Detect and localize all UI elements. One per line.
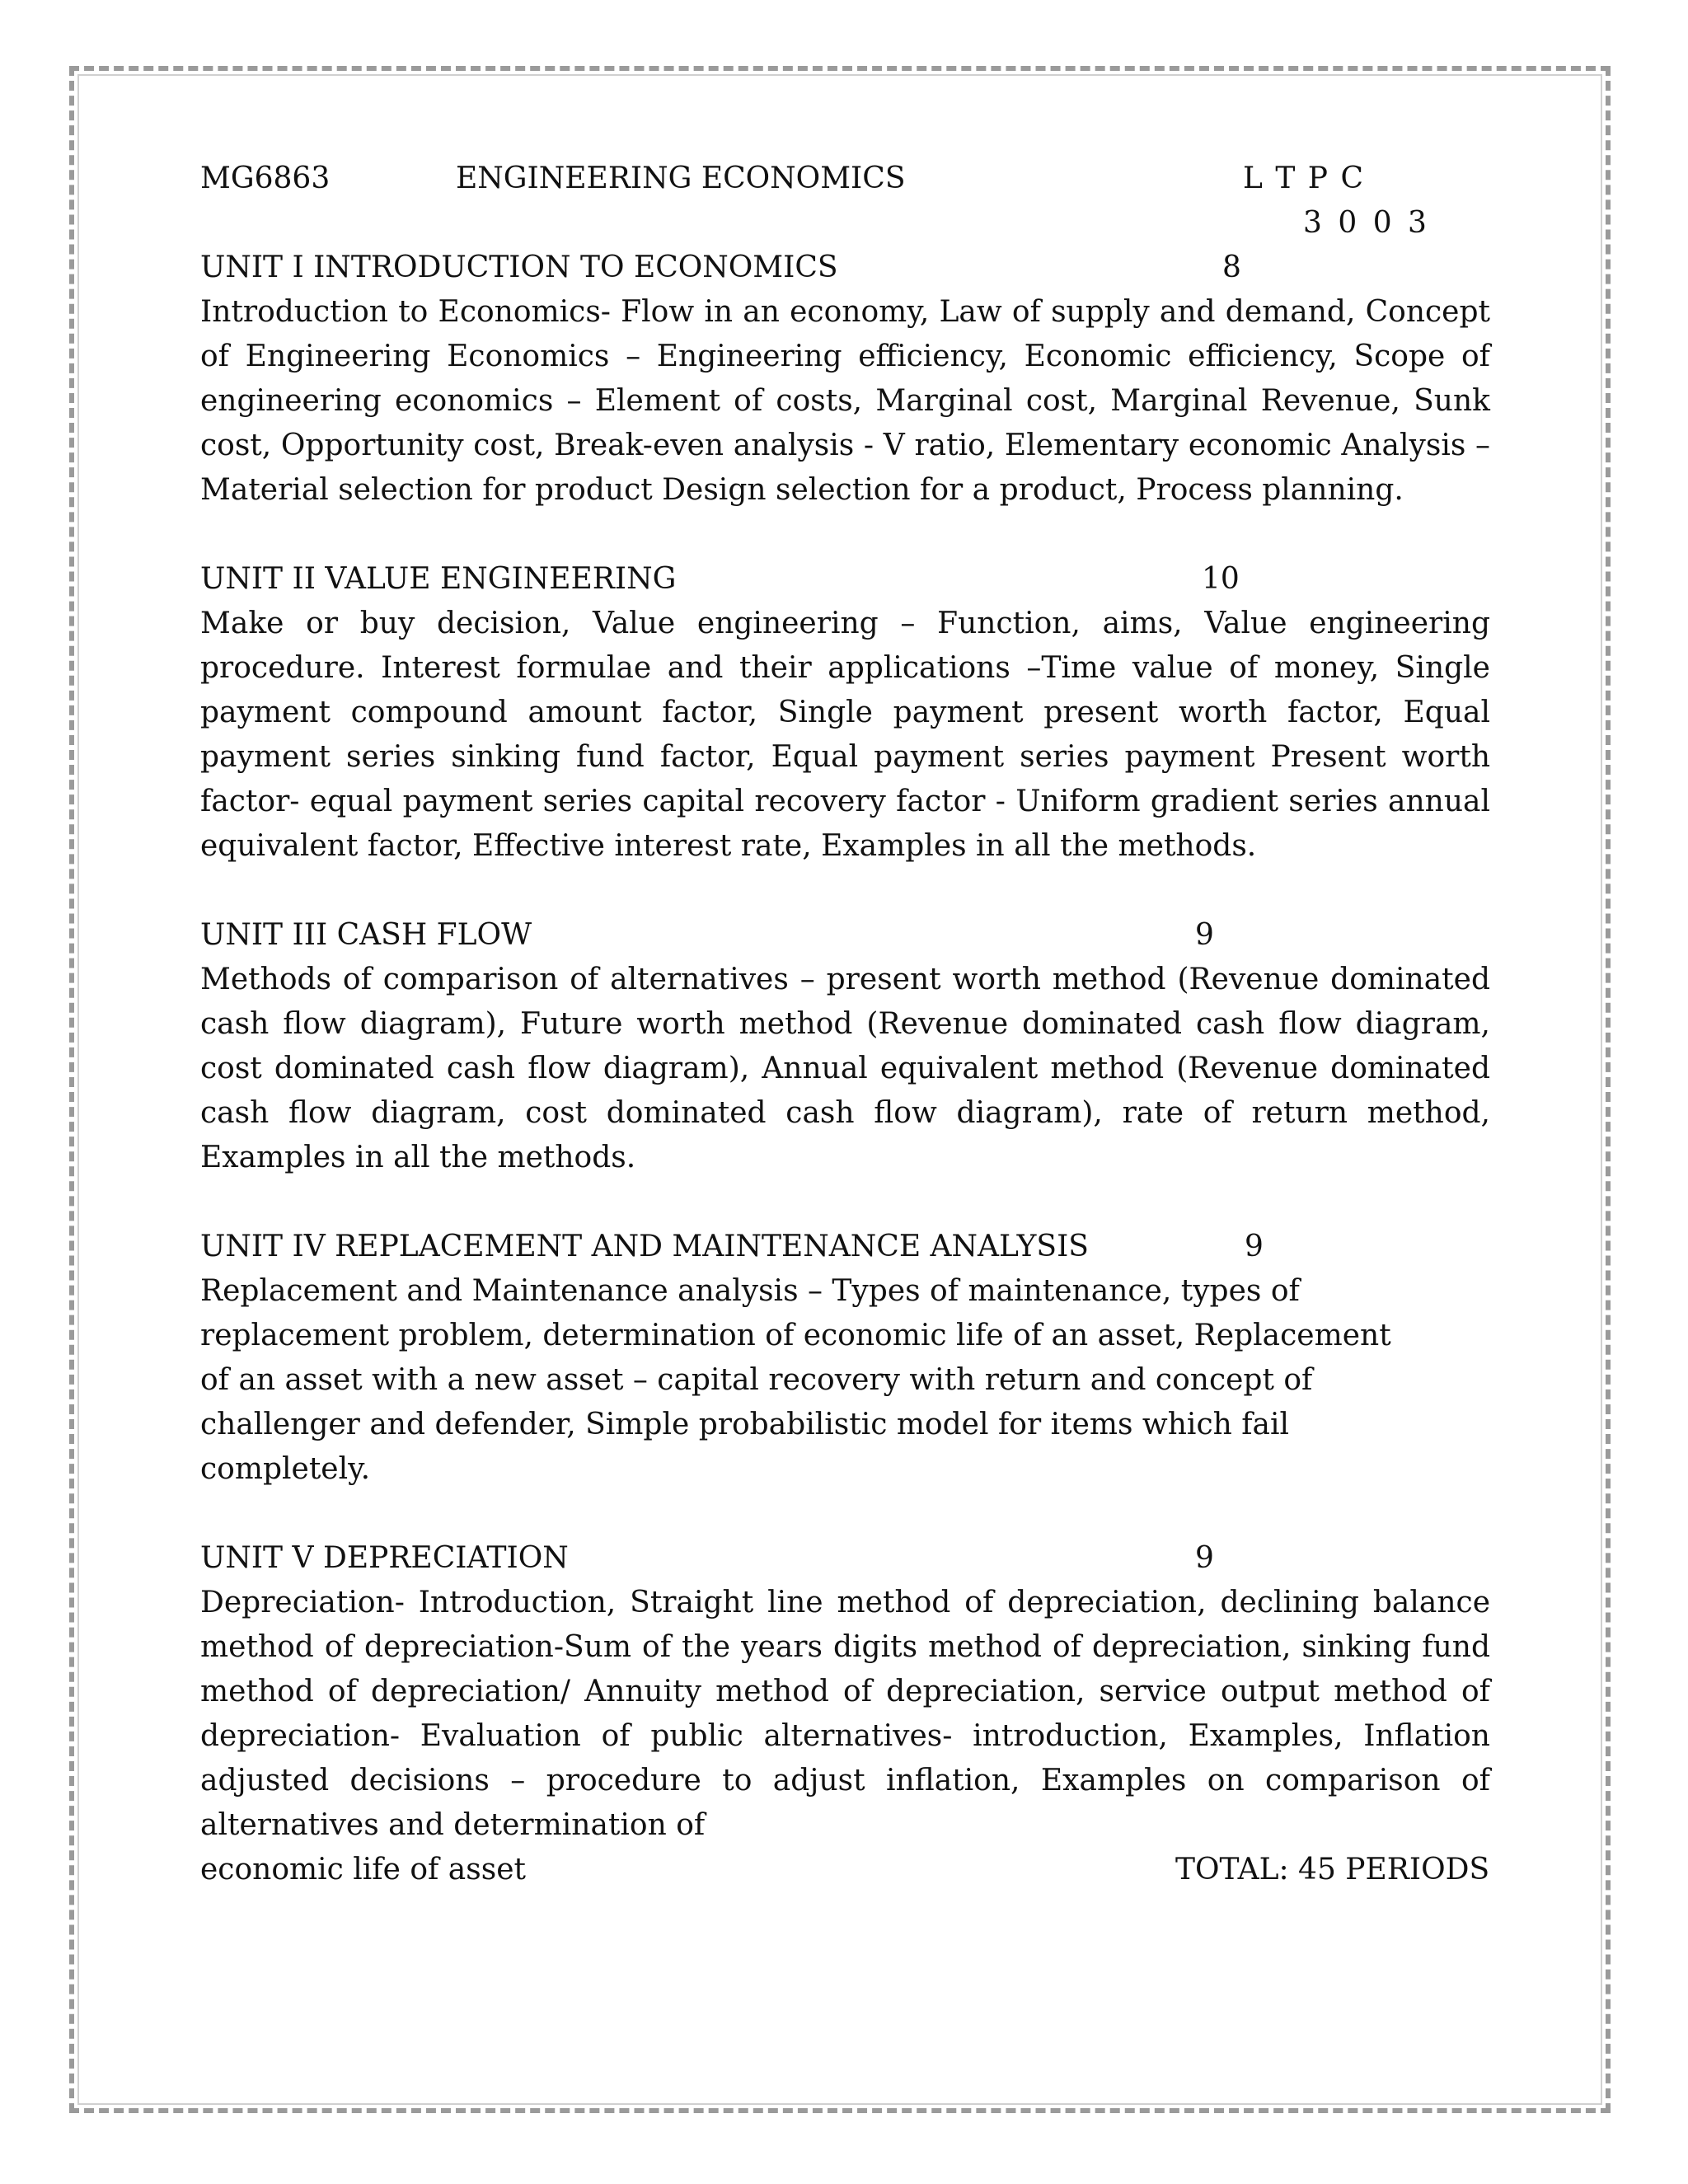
unit-body: Introduction to Economics- Flow in an economy, Law of supply and demand, Concept of Engineering Economics – Engineering efficiency, Economic efficiency, Scope of engineering economics – Element of costs, Marginal cost, Marginal Revenue, Sunk cost, Opportunity cost, Break-even analysis - V ratio, Elementary economic Analysis – Material selection for product Design selection for a product, Process planning.	[200, 295, 1490, 507]
unit-heading	[200, 913, 1490, 958]
total-periods: TOTAL: 45 PERIODS	[1175, 1853, 1490, 1886]
course-title: ENGINEERING ECONOMICS	[456, 162, 906, 195]
unit-title: UNIT III CASH FLOW	[200, 918, 532, 952]
unit-title: UNIT IV REPLACEMENT AND MAINTENANCE ANALYSIS	[200, 1230, 1089, 1263]
unit-title: UNIT V DEPRECIATION	[200, 1541, 569, 1575]
unit-title: UNIT I INTRODUCTION TO ECONOMICS	[200, 251, 838, 284]
ltpc-values: 3 0 0 3	[1303, 206, 1430, 240]
unit-heading	[200, 246, 1490, 290]
unit-5	[200, 1536, 1490, 1892]
unit-4	[200, 1225, 1490, 1492]
unit-last-line	[200, 1848, 1490, 1892]
unit-2	[200, 557, 1490, 869]
unit-hours: 9	[1195, 1541, 1214, 1575]
unit-body: Methods of comparison of alternatives – present worth method (Revenue dominated cash flow diagram), Future worth method (Revenue dominated cash flow diagram, cost dominated cash flow diagram), Annual equivalent method (Revenue dominated cash flow diagram, cost dominated cash flow diagram), rate of return method, Examples in all the methods.	[200, 963, 1490, 1174]
credits-row	[200, 201, 1490, 246]
ltpc-label: L T P C	[1243, 162, 1366, 195]
unit-last-line-text: economic life of asset	[200, 1853, 526, 1886]
course-header	[200, 157, 1490, 201]
course-code: MG6863	[200, 162, 331, 195]
unit-hours: 10	[1202, 562, 1240, 596]
unit-heading	[200, 557, 1490, 602]
unit-3	[200, 913, 1490, 1180]
unit-1	[200, 246, 1490, 513]
unit-heading	[200, 1536, 1490, 1581]
unit-body: Depreciation- Introduction, Straight line method of depreciation, declining balance method of depreciation-Sum of the years digits method of depreciation, sinking fund method of depreciation/ Annuity method of depreciation, service output method of depreciation- Evaluation of public alternatives- introduction, Examples, Inflation adjusted decisions – procedure to adjust inflation, Examples on comparison of alternatives and determination of	[200, 1586, 1490, 1842]
syllabus-content	[200, 157, 1490, 1937]
unit-body: Replacement and Maintenance analysis – Types of maintenance, types of replacement problem, determination of economic life of an asset, Replacement of an asset with a new asset – capital recovery with return and concept of challenger and defender, Simple probabilistic model for items which fail completely.	[200, 1274, 1391, 1486]
unit-hours: 8	[1222, 251, 1241, 284]
unit-heading	[200, 1225, 1490, 1269]
unit-hours: 9	[1195, 918, 1214, 952]
unit-body: Make or buy decision, Value engineering – Function, aims, Value engineering procedure. Interest formulae and their applications –Time value of money, Single payment compound amount factor, Single payment present worth factor, Equal payment series sinking fund factor, Equal payment series payment Present worth factor- equal payment series capital recovery factor - Uniform gradient series annual equivalent factor, Effective interest rate, Examples in all the methods.	[200, 607, 1490, 863]
unit-title: UNIT II VALUE ENGINEERING	[200, 562, 677, 596]
unit-hours: 9	[1245, 1230, 1264, 1263]
